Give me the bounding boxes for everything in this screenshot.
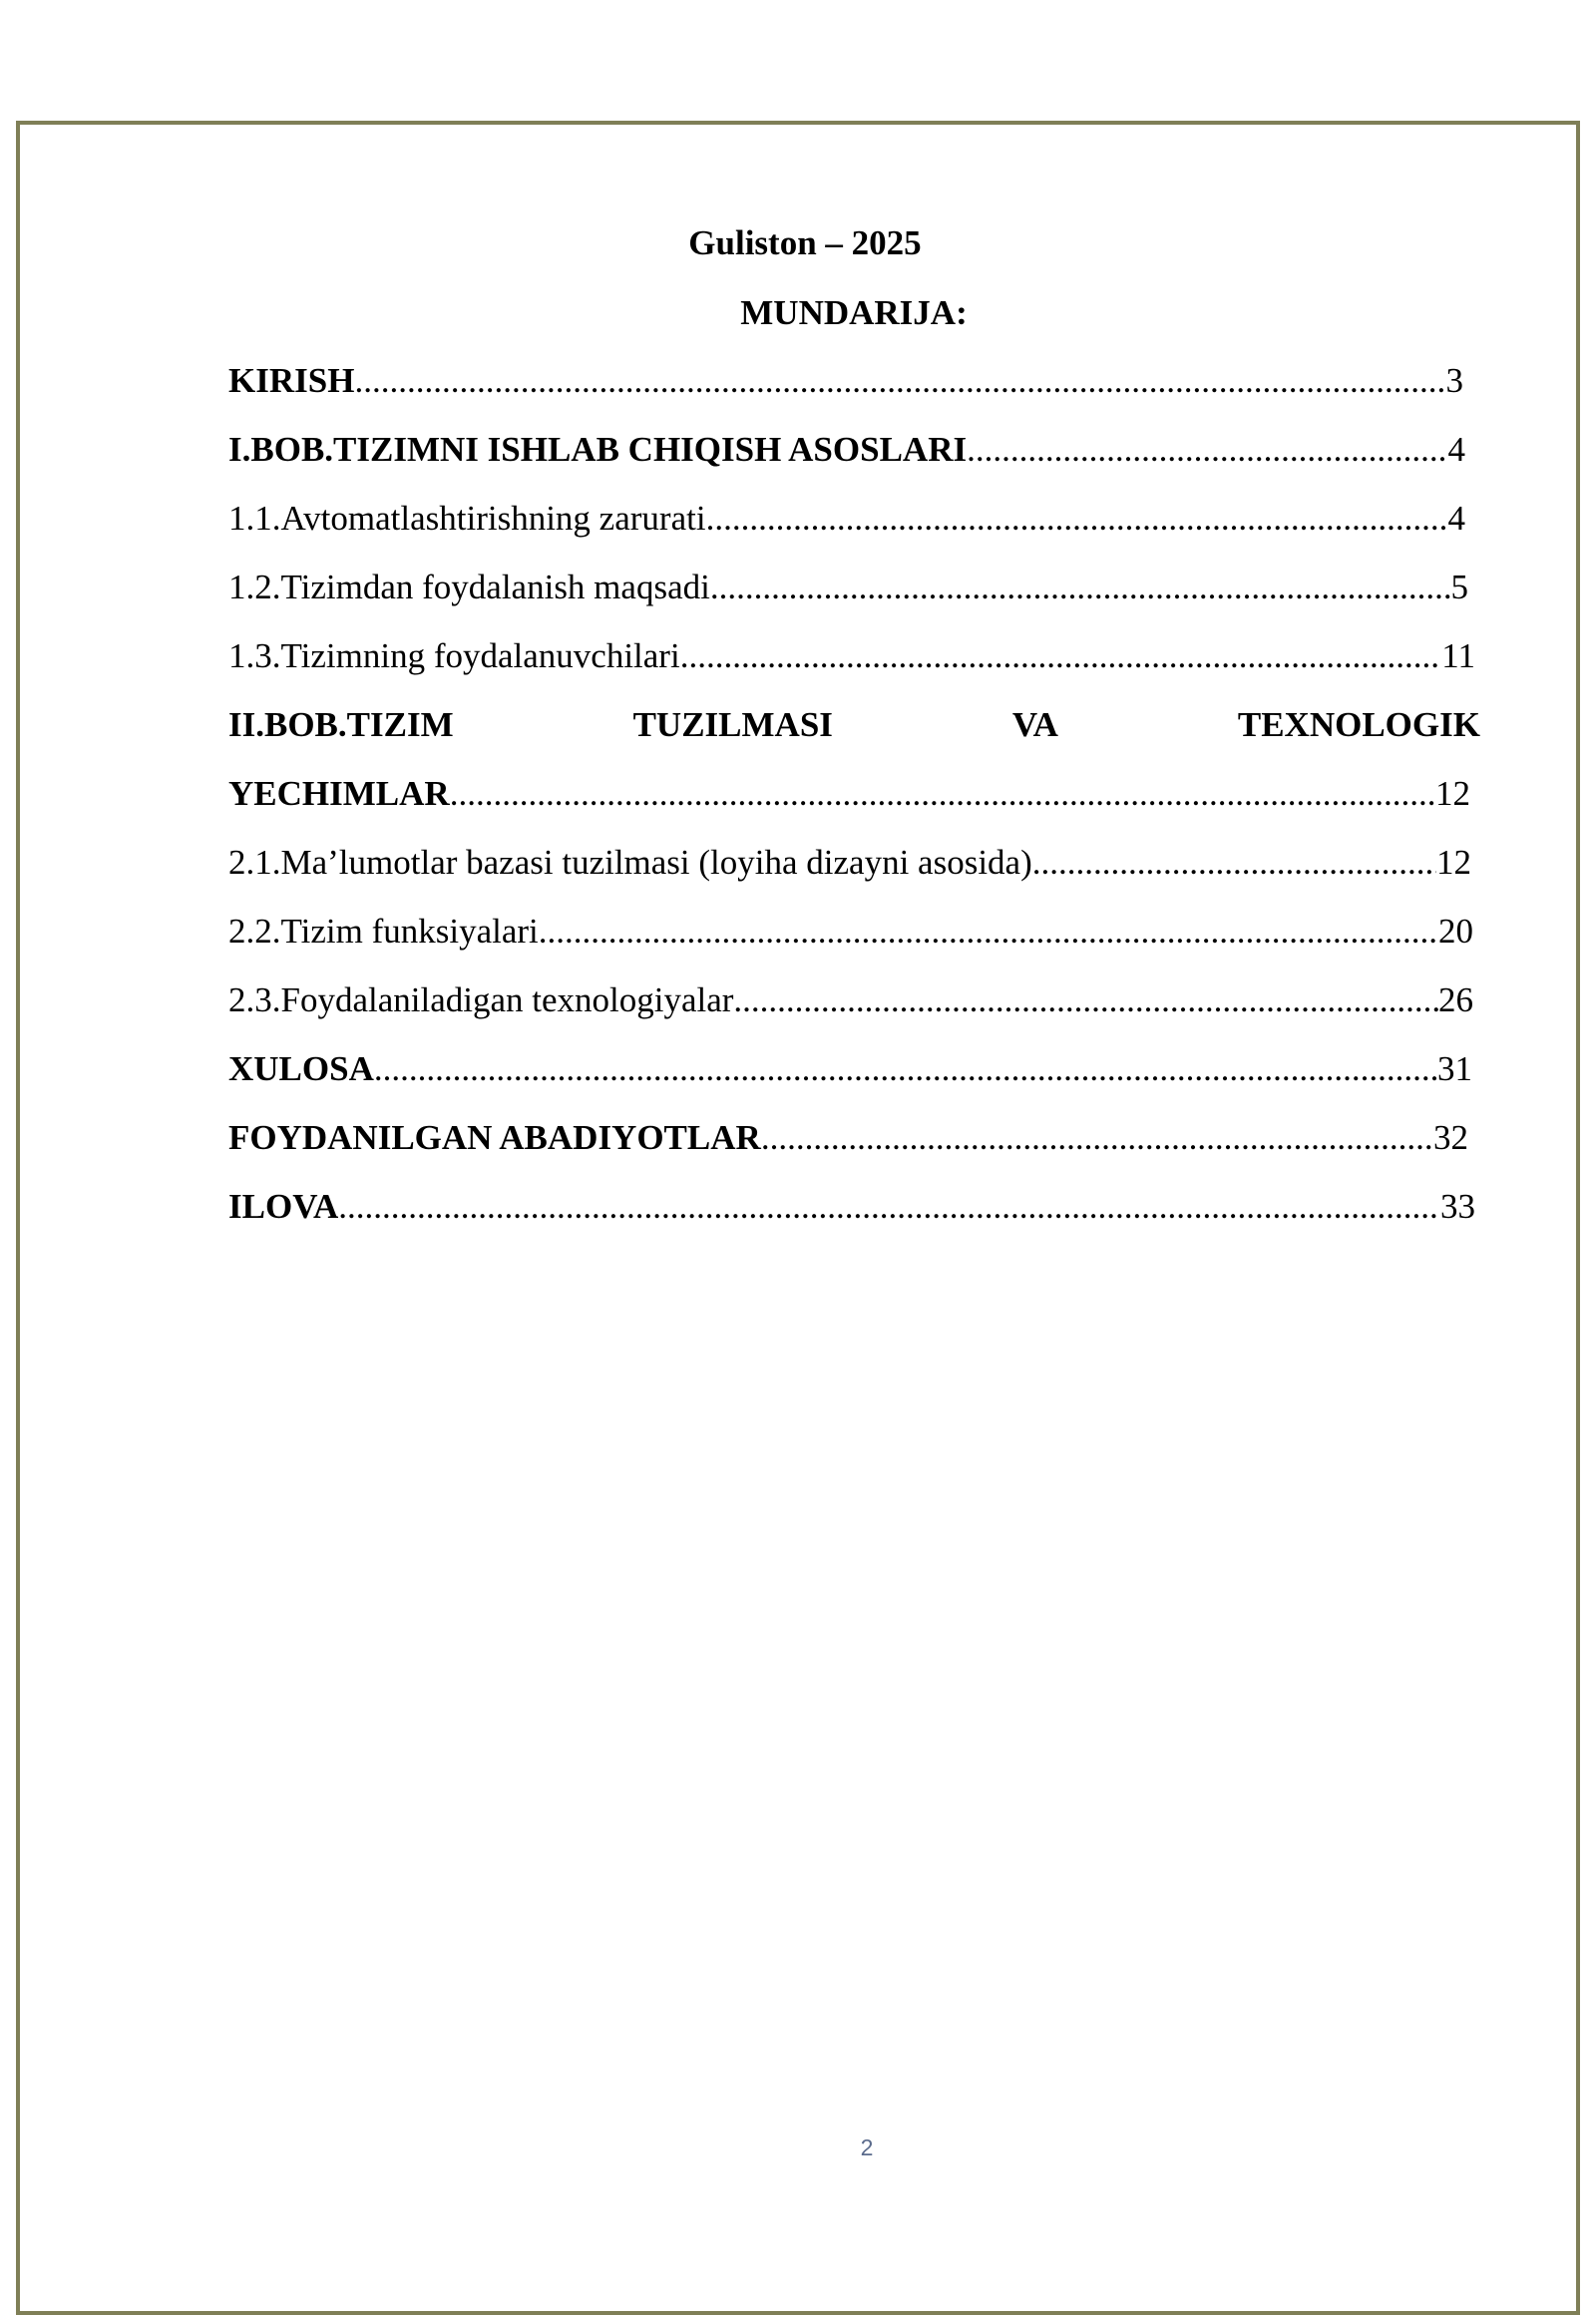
toc-entry-title: YECHIMLAR	[228, 774, 450, 813]
toc-entry-page: 32	[1433, 1118, 1468, 1157]
page-number: 2	[860, 2134, 874, 2160]
toc-entry-1-3[interactable]	[228, 634, 1475, 678]
toc-entry-page: 5	[1450, 568, 1468, 606]
toc-entry-title: 2.3.Foydalaniladigan texnologiyalar	[228, 980, 734, 1019]
toc-entry-page: 12	[1436, 843, 1471, 882]
toc-entry-title: XULOSA	[228, 1049, 374, 1088]
toc-entry-title: 1.3.Tizimning foydalanuvchilari	[228, 636, 680, 675]
toc-entry-title: 2.2.Tizim funksiyalari	[228, 912, 539, 951]
toc-entry-bob2-line2[interactable]	[228, 772, 1470, 816]
toc-entry-title: 2.1.Ma’lumotlar bazasi tuzilmasi (loyiha dizayni asosida)	[228, 843, 1032, 882]
toc-leader-dots	[967, 428, 1447, 472]
toc-leader-dots	[761, 1116, 1433, 1160]
toc-entry-foydalanilgan[interactable]	[228, 1116, 1468, 1160]
toc-entry-page: 11	[1441, 636, 1475, 675]
toc-word: II.BOB.TIZIM	[228, 705, 454, 744]
toc-entry-ilova[interactable]	[228, 1185, 1475, 1229]
toc-entry-page: 4	[1447, 499, 1465, 538]
toc-word: VA	[1011, 705, 1058, 744]
toc-entry-title: KIRISH	[228, 361, 355, 400]
toc-leader-dots	[354, 359, 1445, 403]
toc-leader-dots	[1032, 841, 1436, 885]
toc-entry-2-1[interactable]	[228, 841, 1471, 885]
toc-entry-bob1[interactable]	[228, 428, 1465, 472]
toc-word: TEXNOLOGIK	[1237, 705, 1480, 744]
toc-leader-dots	[710, 566, 1451, 609]
toc-entry-title: I.BOB.TIZIMNI ISHLAB CHIQISH ASOSLARI	[228, 430, 968, 469]
toc-entry-page: 12	[1435, 774, 1470, 813]
toc-entry-page: 4	[1447, 430, 1465, 469]
toc-entry-page: 20	[1438, 912, 1473, 951]
toc-entry-1-1[interactable]	[228, 497, 1465, 541]
toc-entry-page: 3	[1445, 361, 1463, 400]
toc-entry-page: 33	[1440, 1187, 1475, 1226]
toc-leader-dots	[374, 1047, 1437, 1091]
toc-leader-dots	[450, 772, 1435, 816]
toc-entry-bob2-line1[interactable]	[228, 703, 1480, 747]
toc-leader-dots	[733, 978, 1438, 1022]
toc-entry-title: ILOVA	[228, 1187, 339, 1226]
toc-entry-1-2[interactable]	[228, 566, 1468, 609]
toc-entry-title: FOYDANILGAN ABADIYOTLAR	[228, 1118, 761, 1157]
toc-entry-page: 26	[1438, 980, 1473, 1019]
toc-entry-xulosa[interactable]	[228, 1047, 1472, 1091]
toc-leader-dots	[338, 1185, 1440, 1229]
toc-leader-dots	[539, 910, 1438, 954]
toc-entry-page: 31	[1437, 1049, 1472, 1088]
toc-leader-dots	[680, 634, 1442, 678]
city-year: Guliston – 2025	[688, 223, 922, 262]
toc-entry-title: 1.1.Avtomatlashtirishning zarurati	[228, 499, 706, 538]
toc-entry-2-2[interactable]	[228, 910, 1473, 954]
toc-entry-2-3[interactable]	[228, 978, 1473, 1022]
toc-entry-kirish[interactable]	[228, 359, 1463, 403]
toc-leader-dots	[706, 497, 1448, 541]
toc-entry-title: 1.2.Tizimdan foydalanish maqsadi	[228, 568, 710, 606]
toc-word: TUZILMASI	[632, 705, 833, 744]
toc-title: MUNDARIJA:	[740, 293, 968, 332]
